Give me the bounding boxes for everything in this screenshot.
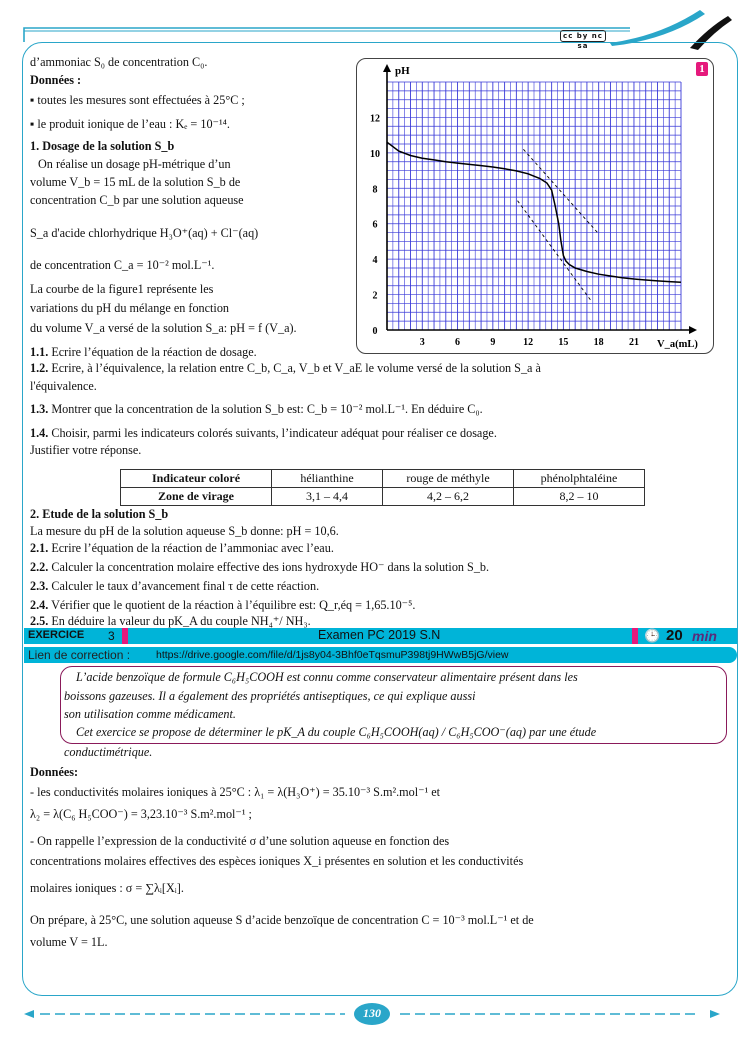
text-line: La courbe de la figure1 représente les <box>30 282 214 296</box>
correction-label: Lien de correction : <box>28 648 131 662</box>
question-number: 2.3. <box>30 579 49 593</box>
x-tick-label: 21 <box>628 337 639 348</box>
text-line: molaires ioniques : σ = ∑λᵢ[Xᵢ]. <box>30 881 184 895</box>
bullet-2: ▪ le produit ionique de l’eau : Kₑ = 10⁻¹⁴. <box>30 117 230 131</box>
y-axis-arrow <box>383 64 391 72</box>
exercise-bar <box>24 628 737 644</box>
x-axis-label: V_a(mL) <box>657 339 698 350</box>
bullet-text: toutes les mesures sont effectuées à 25°C ; <box>37 93 245 107</box>
table-cell: Indicateur coloré <box>121 470 272 488</box>
text-line: Justifier votre réponse. <box>30 443 142 457</box>
question-1-1 <box>30 344 257 360</box>
license-badge: cc by nc sa <box>560 30 606 42</box>
question-text: Choisir, parmi les indicateurs colorés suivants, l’indicateur adéquat pour réaliser ce dosage. <box>51 426 497 440</box>
text-line: - On rappelle l’expression de la conductivité σ d’une solution aqueuse en fonction des <box>30 834 450 848</box>
table-row <box>121 488 645 506</box>
bullet-1: ▪ toutes les mesures sont effectuées à 25°C ; <box>30 93 245 107</box>
question-text: En déduire la valeur du pK_A du couple NH₄⁺/ NH₃. <box>48 614 311 628</box>
text-line: volume V = 1L. <box>30 935 108 949</box>
y-axis-label: pH <box>395 65 410 77</box>
correction-link-bar <box>24 647 737 663</box>
x-tick-label: 6 <box>455 337 461 348</box>
x-axis-arrow <box>689 326 697 334</box>
question-text: Montrer que la concentration de la solution S_b est: C_b = 10⁻² mol.L⁻¹. En déduire C₀. <box>51 402 483 416</box>
accent-mark <box>122 628 128 644</box>
x-tick-label: 3 <box>419 337 425 348</box>
intro-line: Cet exercice se propose de déterminer le pK_A du couple C₆H₅COOH(aq) / C₆H₅COO⁻(aq) par une étude <box>76 725 597 739</box>
y-tick-label: 10 <box>370 148 380 160</box>
text-line: l'équivalence. <box>30 379 97 393</box>
text-line: La mesure du pH de la solution aqueuse S_b donne: pH = 10,6. <box>30 524 339 538</box>
exercise-title: Examen PC 2019 S.N <box>318 628 441 642</box>
clock-icon: 🕒 <box>644 628 661 643</box>
question-1-3 <box>30 401 483 417</box>
question-1-4 <box>30 425 497 441</box>
table-cell: Zone de virage <box>121 488 272 506</box>
intro-line: L’acide benzoïque de formule C₆H₅COOH est connu comme conservateur alimentaire présent dans les <box>76 670 578 684</box>
question-1-2 <box>30 360 541 376</box>
exercise-number: 3 <box>108 629 115 643</box>
table-cell: rouge de méthyle <box>383 470 514 488</box>
y-tick-label: 12 <box>370 113 380 125</box>
intro-line: son utilisation comme médicament. <box>64 707 236 721</box>
y-tick-label: 6 <box>372 219 378 231</box>
question-text: Ecrire, à l’équivalence, la relation entre C_b, C_a, V_b et V_aE le volume versé de la solution S_a à <box>51 361 541 375</box>
y-tick-label: 0 <box>372 326 378 337</box>
question-2-4 <box>30 597 415 613</box>
question-number: 2.2. <box>30 560 49 574</box>
table-cell: 8,2 – 10 <box>514 488 645 506</box>
text-line: S_a d'acide chlorhydrique H₃O⁺(aq) + Cl⁻(aq) <box>30 226 259 240</box>
correction-link[interactable]: https://drive.google.com/file/d/1js8y04-3Bhf0eTqsmuP398tj9HWwB5jG/view <box>156 649 509 661</box>
intro-line: boissons gazeuses. Il a également des propriétés antiseptiques, ce qui explique aussi <box>64 689 476 703</box>
question-number: 1.2. <box>30 361 49 375</box>
text-line: d’ammoniac S₀ de concentration C₀. <box>30 55 208 69</box>
y-tick-label: 4 <box>372 255 378 267</box>
question-2-3 <box>30 578 319 594</box>
exercise-time-unit: min <box>692 628 717 644</box>
text-line: du volume V_a versé de la solution S_a: pH = f (V_a). <box>30 321 297 335</box>
x-tick-label: 12 <box>523 337 534 348</box>
table-cell: 4,2 – 6,2 <box>383 488 514 506</box>
text-line: λ₂ = λ(C₆ H₅COO⁻) = 3,23.10⁻³ S.m².mol⁻¹ ; <box>30 807 252 821</box>
question-number: 1.1. <box>30 345 49 359</box>
question-text: Ecrire l’équation de la réaction de dosage. <box>51 345 257 359</box>
text-line: - les conductivités molaires ioniques à 25°C : λ₁ = λ(H₃O⁺) = 35.10⁻³ S.m².mol⁻¹ et <box>30 785 441 799</box>
x-tick-label: 15 <box>558 337 569 348</box>
x-tick-label: 18 <box>593 337 604 348</box>
question-2-5 <box>30 613 311 629</box>
text-line: On réalise un dosage pH-métrique d’un <box>38 157 231 171</box>
table-cell: hélianthine <box>272 470 383 488</box>
donnees-heading: Données : <box>30 73 82 87</box>
question-number: 2.4. <box>30 598 49 612</box>
text-line: volume V_b = 15 mL de la solution S_b de <box>30 175 241 189</box>
text-line: concentration C_b par une solution aqueuse <box>30 193 244 207</box>
question-number: 2.1. <box>30 541 49 555</box>
question-2-1 <box>30 540 334 556</box>
question-number: 1.4. <box>30 426 49 440</box>
exercise-label: EXERCICE <box>28 629 85 641</box>
section-2-title: 2. Etude de la solution S_b <box>30 507 169 521</box>
page-number: 130 <box>363 1006 381 1020</box>
question-text: Calculer la concentration molaire effective des ions hydroxyde HO⁻ dans la solution S_b. <box>51 560 490 574</box>
text-line: On prépare, à 25°C, une solution aqueuse S d’acide benzoïque de concentration C = 10⁻³ mol.L⁻¹ et de <box>30 913 534 927</box>
question-2-2 <box>30 559 489 575</box>
question-text: Ecrire l’équation de la réaction de l’ammoniac avec l’eau. <box>51 541 334 555</box>
indicator-table <box>120 469 645 506</box>
x-tick-label: 9 <box>490 337 496 348</box>
text-line: de concentration C_a = 10⁻² mol.L⁻¹. <box>30 258 215 272</box>
text-line: variations du pH du mélange en fonction <box>30 301 230 315</box>
question-number: 1.3. <box>30 402 49 416</box>
question-text: Vérifier que le quotient de la réaction à l’équilibre est: Q_r,éq = 1,65.10⁻⁵. <box>48 598 416 612</box>
exercise-time: 20 <box>666 627 683 644</box>
y-tick-label: 8 <box>372 184 378 196</box>
table-cell: 3,1 – 4,4 <box>272 488 383 506</box>
question-number: 2.5. <box>30 614 49 628</box>
section-1-title: 1. Dosage de la solution S_b <box>30 139 175 153</box>
accent-mark <box>632 628 638 644</box>
bullet-text: le produit ionique de l’eau : Kₑ = 10⁻¹⁴. <box>37 117 230 131</box>
table-row <box>121 470 645 488</box>
question-text: Calculer le taux d’avancement final τ de cette réaction. <box>51 579 320 593</box>
table-cell: phénolphtaléine <box>514 470 645 488</box>
text-line: concentrations molaires effectives des espèces ioniques X_i présentes en solution et les conductivités <box>30 854 524 868</box>
intro-line: conductimétrique. <box>64 745 153 759</box>
y-tick-label: 2 <box>372 290 378 302</box>
titration-chart <box>356 58 712 352</box>
figure-number-badge: 1 <box>696 62 708 76</box>
donnees-heading: Données: <box>30 765 79 779</box>
